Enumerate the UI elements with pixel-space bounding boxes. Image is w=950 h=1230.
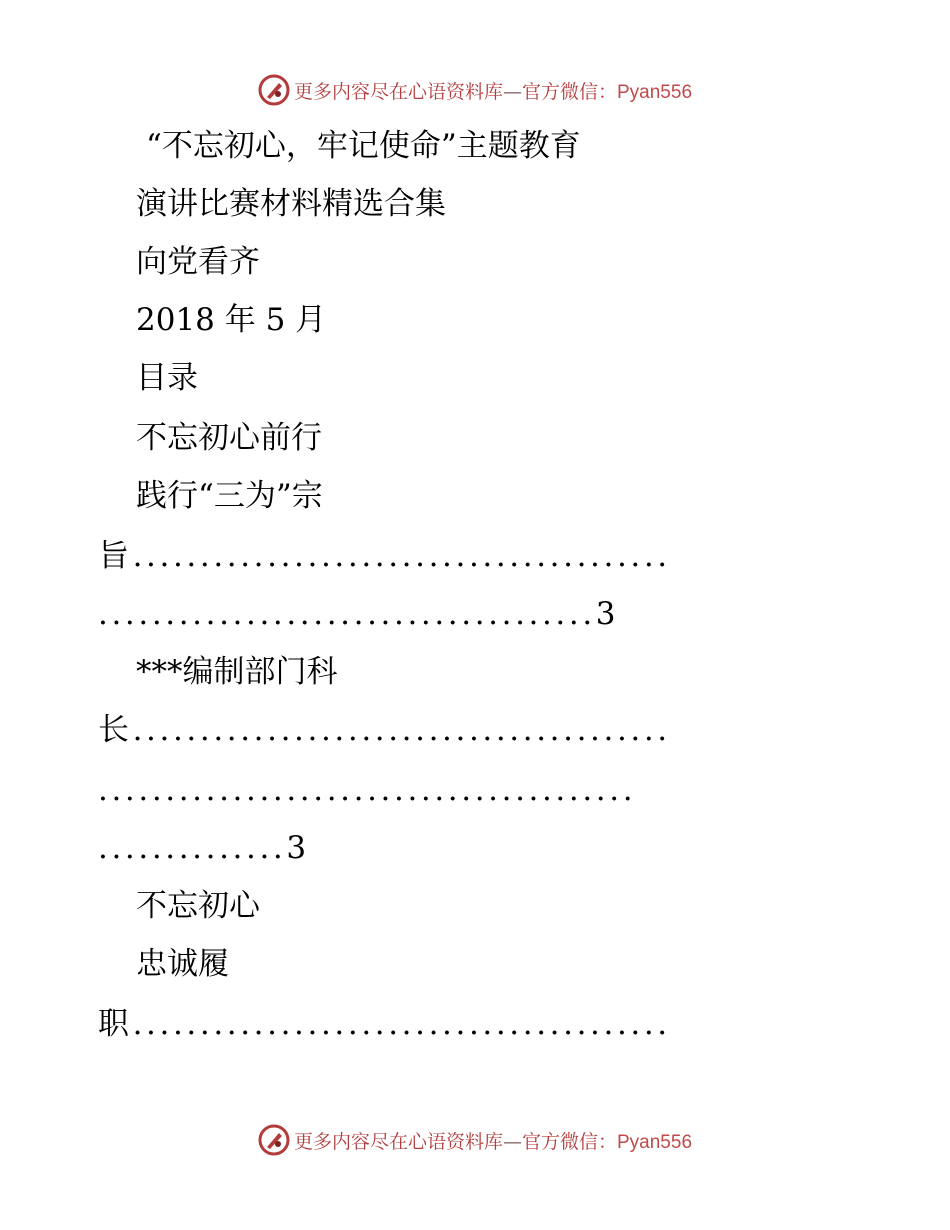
banner-wechat-id: Pyan556	[617, 81, 693, 103]
pen-logo-icon	[258, 74, 290, 106]
footer-banner	[0, 1122, 950, 1158]
toc-entry-text: 践行“三为”宗	[136, 478, 323, 514]
toc-entry-text: 不忘初心前行	[136, 420, 322, 456]
toc-entry-leader: .....................................3	[98, 596, 620, 632]
header-banner	[0, 72, 950, 108]
banner-separator: —	[502, 80, 522, 103]
banner-text: 更多内容尽在心语资料库	[293, 1130, 503, 1153]
pen-logo-icon	[258, 1124, 290, 1156]
toc-entry-leader: ..............3	[98, 830, 310, 866]
document-author: 向党看齐	[136, 244, 260, 280]
banner-separator: —	[502, 1130, 522, 1153]
toc-entry-text: 忠诚履	[136, 946, 229, 982]
banner-text: 更多内容尽在心语资料库	[293, 80, 503, 103]
banner-wechat-label: 官方微信：	[521, 80, 617, 103]
toc-entry-leader: 旨........................................	[98, 538, 671, 574]
banner-wechat-id: Pyan556	[617, 1131, 693, 1153]
toc-entry-leader: 长........................................	[98, 712, 671, 748]
toc-heading: 目录	[136, 360, 198, 396]
toc-entry-text: 不忘初心	[136, 888, 260, 924]
banner-wechat-label: 官方微信：	[521, 1130, 617, 1153]
toc-entry-leader: 职........................................	[98, 1006, 671, 1042]
document-subtitle: 演讲比赛材料精选合集	[136, 186, 446, 222]
document-title: “不忘初心，牢记使命”主题教育	[146, 128, 581, 164]
toc-entry-text: ***编制部门科	[136, 654, 338, 690]
document-date: 2018 年 5 月	[136, 302, 327, 338]
toc-entry-leader: ........................................	[98, 772, 637, 808]
